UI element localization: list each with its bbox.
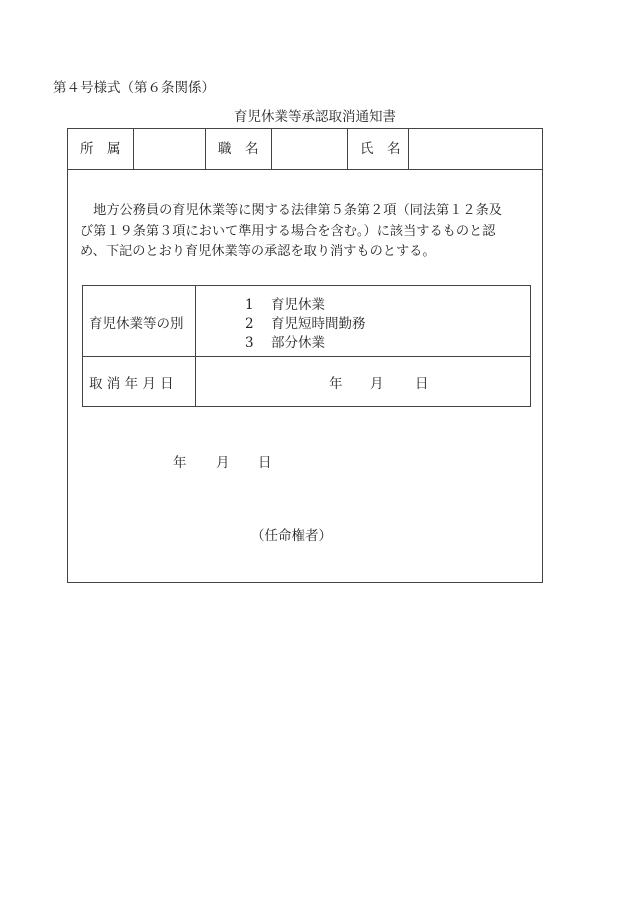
- month-char: 月: [370, 376, 384, 392]
- leave-type-label: 育児休業等の別: [89, 316, 184, 332]
- leave-option[interactable]: [245, 293, 325, 313]
- affiliation-label: 所 属: [80, 141, 121, 157]
- day-char: 日: [415, 376, 429, 392]
- year-char: 年: [173, 455, 187, 471]
- position-label-cell: [205, 129, 271, 169]
- leave-option-label: 育児短時間勤務: [271, 316, 366, 332]
- notice-line: め、下記のとおり育児休業等の承認を取り消すものとする。: [80, 244, 436, 259]
- leave-type-row: [83, 286, 530, 357]
- cancel-date-label: 取 消 年 月 日: [89, 376, 174, 392]
- leave-option-number: 3: [245, 335, 254, 351]
- details-table: [82, 285, 531, 407]
- notice-line: び第１９条第３項において準用する場合を含む。）に該当するものと認: [80, 223, 496, 239]
- notice-date[interactable]: [68, 451, 542, 471]
- leave-option-label: 育児休業: [271, 297, 325, 313]
- position-label: 職 名: [218, 141, 259, 157]
- form-frame: [67, 128, 543, 583]
- cancel-date-row: [83, 356, 530, 406]
- affiliation-field[interactable]: [133, 129, 205, 169]
- leave-option[interactable]: [245, 331, 325, 351]
- notice-line: 地方公務員の育児休業等に関する法律第５条第２項（同法第１２条及: [80, 203, 502, 218]
- day-char: 日: [258, 455, 272, 471]
- notice-body: [80, 201, 535, 263]
- header-row: [68, 129, 542, 170]
- name-label-cell: [347, 129, 408, 169]
- name-field[interactable]: [408, 129, 542, 169]
- position-field[interactable]: [271, 129, 347, 169]
- leave-option[interactable]: [245, 312, 366, 332]
- cancel-date-field[interactable]: [196, 372, 530, 392]
- document-title: 育児休業等承認取消通知書: [234, 109, 396, 125]
- leave-option-number: 2: [245, 316, 254, 332]
- month-char: 月: [216, 455, 230, 471]
- appointer-label: （任命権者）: [251, 528, 332, 544]
- year-char: 年: [329, 376, 343, 392]
- leave-option-label: 部分休業: [271, 335, 325, 351]
- form-number: 第４号様式（第６条関係）: [53, 80, 215, 96]
- name-label: 氏 名: [360, 141, 401, 157]
- affiliation-label-cell: [68, 129, 133, 169]
- leave-type-label-cell: [83, 286, 196, 356]
- leave-option-number: 1: [245, 297, 254, 313]
- cancel-date-label-cell: [83, 356, 196, 406]
